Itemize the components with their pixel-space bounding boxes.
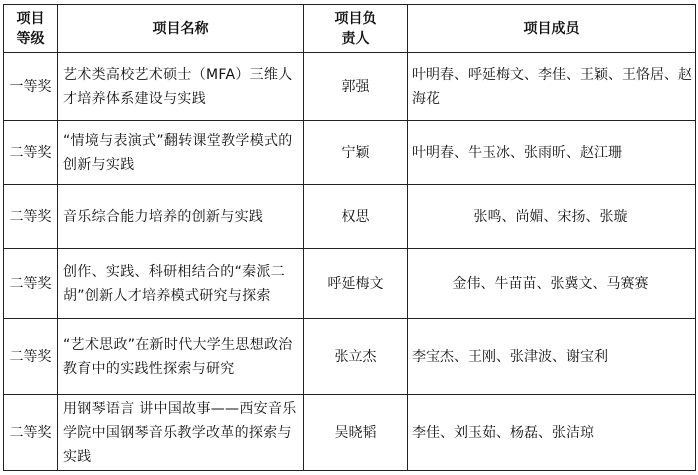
award-level: 一等奖 [4, 53, 58, 121]
header-members: 项目成员 [408, 5, 696, 53]
project-lead: 郭强 [304, 53, 408, 121]
header-name: 项目名称 [58, 5, 304, 53]
project-name: 创作、实践、科研相结合的“秦派二胡”创新人才培养模式研究与探索 [58, 249, 304, 319]
project-members: 张鸣、尚媚、宋扬、张璇 [408, 185, 696, 249]
project-lead: 呼延梅文 [304, 249, 408, 319]
project-members: 叶明春、呼延梅文、李佳、王颖、王恪居、赵海花 [408, 53, 696, 121]
header-lead-line2: 责人 [341, 30, 370, 47]
header-lead [304, 5, 408, 53]
project-name: 音乐综合能力培养的创新与实践 [58, 185, 304, 249]
table-row [4, 185, 696, 249]
project-members: 李佳、刘玉茹、杨磊、张洁琼 [408, 395, 696, 471]
award-level: 二等奖 [4, 395, 58, 471]
table-row [4, 121, 696, 185]
table-body [4, 53, 696, 471]
award-level: 二等奖 [4, 249, 58, 319]
project-lead: 吴晓韬 [304, 395, 408, 471]
header-level [4, 5, 58, 53]
project-members: 金伟、牛苗苗、张冀文、马赛赛 [408, 249, 696, 319]
project-name: “情境与表演式”翻转课堂教学模式的创新与实践 [58, 121, 304, 185]
project-lead: 张立杰 [304, 319, 408, 395]
table-row [4, 53, 696, 121]
header-level-line1: 项目 [16, 10, 45, 27]
project-members: 叶明春、牛玉冰、张雨昕、赵江珊 [408, 121, 696, 185]
award-level: 二等奖 [4, 319, 58, 395]
project-name: “艺术思政”在新时代大学生思想政治教育中的实践性探索与研究 [58, 319, 304, 395]
awards-table [3, 4, 696, 471]
project-lead: 宁颖 [304, 121, 408, 185]
table-row [4, 249, 696, 319]
table-row [4, 395, 696, 471]
award-level: 二等奖 [4, 121, 58, 185]
project-members: 李宝杰、王刚、张津波、谢宝利 [408, 319, 696, 395]
header-lead-line1: 项目负 [334, 10, 377, 27]
header-level-line2: 等级 [16, 30, 45, 47]
table-row [4, 319, 696, 395]
table-header [4, 5, 696, 53]
project-name: 艺术类高校艺术硕士（MFA）三维人才培养体系建设与实践 [58, 53, 304, 121]
project-name: 用钢琴语言 讲中国故事——西安音乐学院中国钢琴音乐教学改革的探索与实践 [58, 395, 304, 471]
award-level: 二等奖 [4, 185, 58, 249]
project-lead: 权思 [304, 185, 408, 249]
header-row [4, 5, 696, 53]
